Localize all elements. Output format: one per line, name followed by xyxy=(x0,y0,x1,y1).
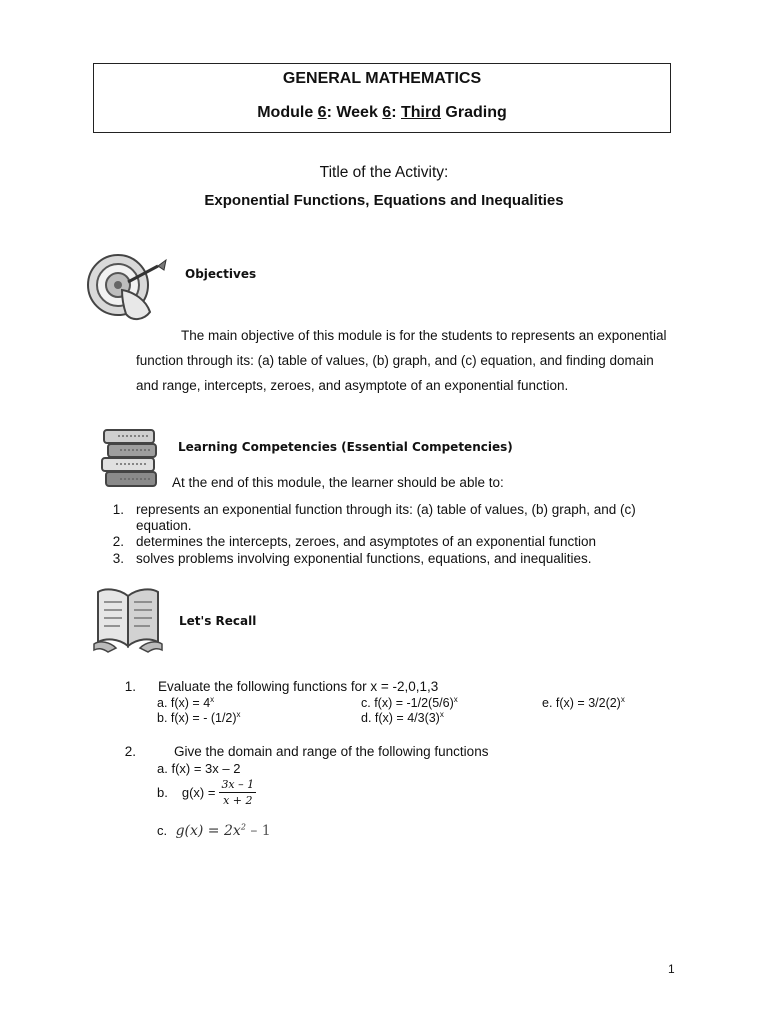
q1-item-a: a. $f(x) = 4^x$ xyxy=(157,694,215,710)
q2-item-b: b. g(x) = $\frac{3x - 1}{x + 2}$ xyxy=(157,778,255,807)
competencies-intro: At the end of this module, the learner should be able to: xyxy=(172,475,504,490)
subject-title: GENERAL MATHEMATICS xyxy=(282,70,482,87)
objectives-line-2: function through its: (a) table of values, (b) graph, and (c) equation, and finding domain xyxy=(136,353,654,368)
activity-title: Exponential Functions, Equations and Inequalities xyxy=(204,192,564,209)
recall-heading: Let's Recall xyxy=(179,614,257,628)
target-dart-icon xyxy=(84,250,170,328)
q1-item-c: c. $f(x) = -1/2(5/6)^x$ xyxy=(361,694,458,710)
q1-item-b: b. f(x) = - $(1/2)^x$ xyxy=(157,709,241,725)
competencies-heading: Learning Competencies (Essential Competencies) xyxy=(178,440,513,454)
objectives-heading: Objectives xyxy=(185,267,257,281)
q1-item-e: e. $f(x) = 3/2(2)^x$ xyxy=(542,694,625,710)
fraction-expression: $\frac{3x - 1}{x + 2}$ xyxy=(221,778,255,807)
books-stack-icon xyxy=(98,422,168,492)
q1-item-d: d. $f(x) = 4/3(3)^x$ xyxy=(361,709,444,725)
q2-item-c: c. $g(x) = 2x^2 - 1$ xyxy=(157,822,271,839)
page-number: 1 xyxy=(668,962,675,976)
objectives-line-3: and range, intercepts, zeroes, and asymptote of an exponential function. xyxy=(136,378,569,393)
open-book-icon xyxy=(92,582,164,654)
objectives-line-1: The main objective of this module is for the students to represents an exponential xyxy=(181,328,667,343)
activity-title-label: Title of the Activity: xyxy=(319,164,449,181)
q2-item-a: a. f(x) = 3x – 2 xyxy=(157,761,241,776)
module-line: Module 6: Week 6: Third Grading xyxy=(257,104,507,121)
